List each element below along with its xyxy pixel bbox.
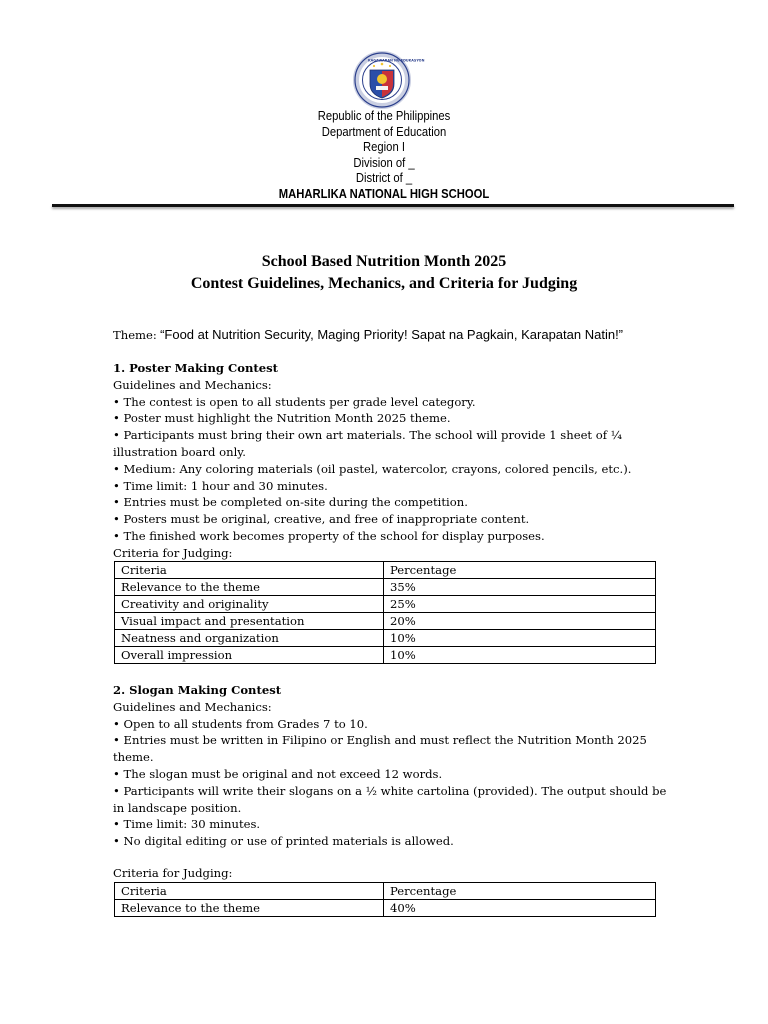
table-row — [115, 613, 656, 630]
list-item: • Participants must bring their own art materials. The school will provide 1 sheet of ¼ illustration board only. — [113, 428, 622, 459]
table-cell: 10% — [384, 647, 656, 664]
document-subtitle: Contest Guidelines, Mechanics, and Criteria for Judging — [190, 275, 578, 292]
deped-seal-logo — [354, 52, 425, 108]
seal-ring-lettering — [368, 59, 425, 63]
table-row — [115, 579, 656, 596]
table-header-cell: Criteria — [115, 883, 384, 900]
school-name: MAHARLIKA NATIONAL HIGH SCHOOL — [278, 186, 490, 201]
theme-label: Theme: — [113, 328, 157, 342]
poster-criteria-table — [114, 561, 656, 664]
section-heading: 2. Slogan Making Contest — [113, 683, 282, 697]
region-line: Region I — [363, 140, 405, 154]
section-subheading: Guidelines and Mechanics: — [113, 699, 272, 714]
table-cell: 20% — [384, 613, 656, 630]
table-row — [115, 900, 656, 917]
table-cell: Visual impact and presentation — [115, 613, 384, 630]
list-item: • Time limit: 30 minutes. — [113, 817, 261, 832]
table-header-cell: Criteria — [115, 562, 384, 579]
list-item: • Entries must be completed on-site during the competition. — [113, 495, 468, 510]
section-heading: 1. Poster Making Contest — [113, 361, 279, 375]
table-cell: 40% — [384, 900, 656, 917]
list-item: • Time limit: 1 hour and 30 minutes. — [113, 478, 328, 493]
table-row — [115, 647, 656, 664]
district-line: District of _ — [355, 171, 413, 185]
list-item: • Participants will write their slogans on a ½ white cartolina (provided). The output should be in landscape position. — [113, 783, 667, 815]
slogan-contest-section — [113, 682, 673, 850]
list-item: • Entries must be written in Filipino or English and must reflect the Nutrition Month 2025 theme. — [113, 733, 647, 765]
slogan-criteria-label: Criteria for Judging: — [113, 866, 233, 880]
slogan-criteria-table — [114, 882, 656, 917]
list-item: • Poster must highlight the Nutrition Month 2025 theme. — [113, 411, 451, 426]
table-cell: 35% — [384, 579, 656, 596]
theme-line — [113, 326, 693, 344]
list-item: • The finished work becomes property of the school for display purposes. — [113, 528, 545, 543]
table-header-cell: Percentage — [384, 562, 656, 579]
table-cell: Creativity and originality — [115, 596, 384, 613]
table-cell: Relevance to the theme — [115, 900, 384, 917]
country-line: Republic of the Philippines — [317, 109, 451, 123]
header-divider — [52, 204, 734, 207]
table-cell: 10% — [384, 630, 656, 647]
letterhead — [38, 109, 729, 202]
table-row — [115, 630, 656, 647]
list-item: • Posters must be original, creative, and free of inappropriate content. — [113, 512, 530, 527]
list-item: • The contest is open to all students per grade level category. — [113, 394, 476, 409]
table-header-row — [115, 562, 656, 579]
table-cell: Relevance to the theme — [115, 579, 384, 596]
table-header-row — [115, 883, 656, 900]
list-item: • The slogan must be original and not exceed 12 words. — [113, 766, 443, 781]
section-subheading: Guidelines and Mechanics: — [113, 377, 272, 392]
table-cell: Neatness and organization — [115, 630, 384, 647]
list-item: • Medium: Any coloring materials (oil pastel, watercolor, crayons, colored pencils, etc.). — [113, 461, 632, 476]
table-row — [115, 596, 656, 613]
poster-contest-section — [113, 360, 673, 562]
criteria-label: Criteria for Judging: — [113, 545, 233, 560]
table-header-cell: Percentage — [384, 883, 656, 900]
division-line: Division of _ — [353, 155, 415, 170]
department-line: Department of Education — [321, 124, 447, 139]
document-title: School Based Nutrition Month 2025 — [261, 253, 507, 270]
theme-text: “Food at Nutrition Security, Maging Priority! Sapat na Pagkain, Karapatan Natin!” — [160, 327, 624, 342]
table-cell: Overall impression — [115, 647, 384, 664]
list-item: • Open to all students from Grades 7 to 10. — [113, 716, 368, 731]
table-cell: 25% — [384, 596, 656, 613]
svg-text:KAGAWARAN NG EDUKASYON: KAGAWARAN NG EDUKASYON — [368, 58, 425, 63]
list-item: • No digital editing or use of printed materials is allowed. — [113, 834, 454, 849]
